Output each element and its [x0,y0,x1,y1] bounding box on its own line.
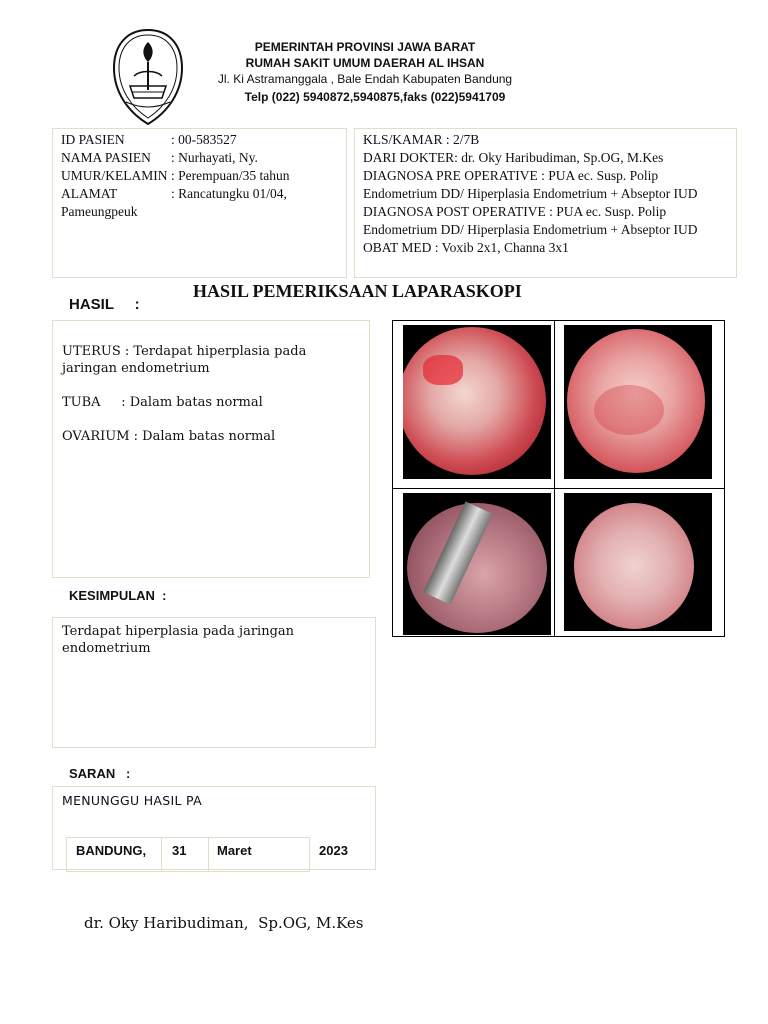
header-line-1: PEMERINTAH PROVINSI JAWA BARAT [254,40,476,54]
pre-op-diagnosis-1: DIAGNOSA PRE OPERATIVE : PUA ec. Susp. Polip [363,168,659,183]
date-day: 31 [172,843,187,858]
date-month: Maret [217,843,252,858]
patient-age-label: UMUR/KELAMIN [61,168,168,183]
patient-id-label: ID PASIEN [61,132,125,147]
post-op-diagnosis-1: DIAGNOSA POST OPERATIVE : PUA ec. Susp. Polip [363,204,667,219]
patient-address-value: : Rancatungku 01/04, [171,186,287,201]
patient-info [61,131,289,221]
clinical-info [363,131,698,257]
page-title: HASIL PEMERIKSAAN LAPARASKOPI [193,281,522,301]
hasil-label: HASIL : [69,296,140,313]
doctor-signature-name: dr. Oky Haribudiman, Sp.OG, M.Kes [84,914,364,932]
referring-doctor: DARI DOKTER: dr. Oky Haribudiman, Sp.OG, M.Kes [363,150,664,165]
post-op-diagnosis-2: Endometrium DD/ Hiperplasia Endometrium + Abseptor IUD [363,222,698,237]
patient-id-value: : 00-583527 [171,132,237,147]
pre-op-diagnosis-2: Endometrium DD/ Hiperplasia Endometrium + Abseptor IUD [363,186,698,201]
kesimpulan-content [62,623,294,657]
room-info: KLS/KAMAR : 2/7B [363,132,480,147]
kesimpulan-label: KESIMPULAN : [69,588,167,603]
patient-address-cont: Pameungpeuk [61,204,138,219]
endoscopy-image-1 [392,320,555,489]
kesimpulan-line-2: endometrium [62,641,151,656]
saran-label: SARAN : [69,766,131,781]
date-year: 2023 [319,843,348,858]
endoscopy-image-4 [554,488,725,637]
ovarium-result: OVARIUM : Dalam batas normal [62,429,276,444]
header-line-2: RUMAH SAKIT UMUM DAERAH AL IHSAN [245,56,485,70]
uterus-line-1: UTERUS : Terdapat hiperplasia pada [62,344,307,359]
hospital-logo [110,28,186,126]
saran-content: MENUNGGU HASIL PA [62,793,202,808]
tuba-result: TUBA : Dalam batas normal [62,395,263,410]
kesimpulan-line-1: Terdapat hiperplasia pada jaringan [62,624,295,639]
header-address: Jl. Ki Astramanggala , Bale Endah Kabupaten Bandung [217,72,513,86]
endoscopy-image-3 [392,488,555,637]
patient-age-value: : Perempuan/35 tahun [171,168,290,183]
patient-address-label: ALAMAT [61,186,118,201]
endoscopy-image-2 [554,320,725,489]
medication: OBAT MED : Voxib 2x1, Channa 3x1 [363,240,569,255]
hasil-content [62,343,306,445]
uterus-line-2: jaringan endometrium [62,361,210,376]
date-city: BANDUNG, [76,843,147,858]
patient-name-label: NAMA PASIEN [61,150,151,165]
header-phone: Telp (022) 5940872,5940875,faks (022)5941709 [244,90,506,104]
patient-name-value: : Nurhayati, Ny. [171,150,258,165]
